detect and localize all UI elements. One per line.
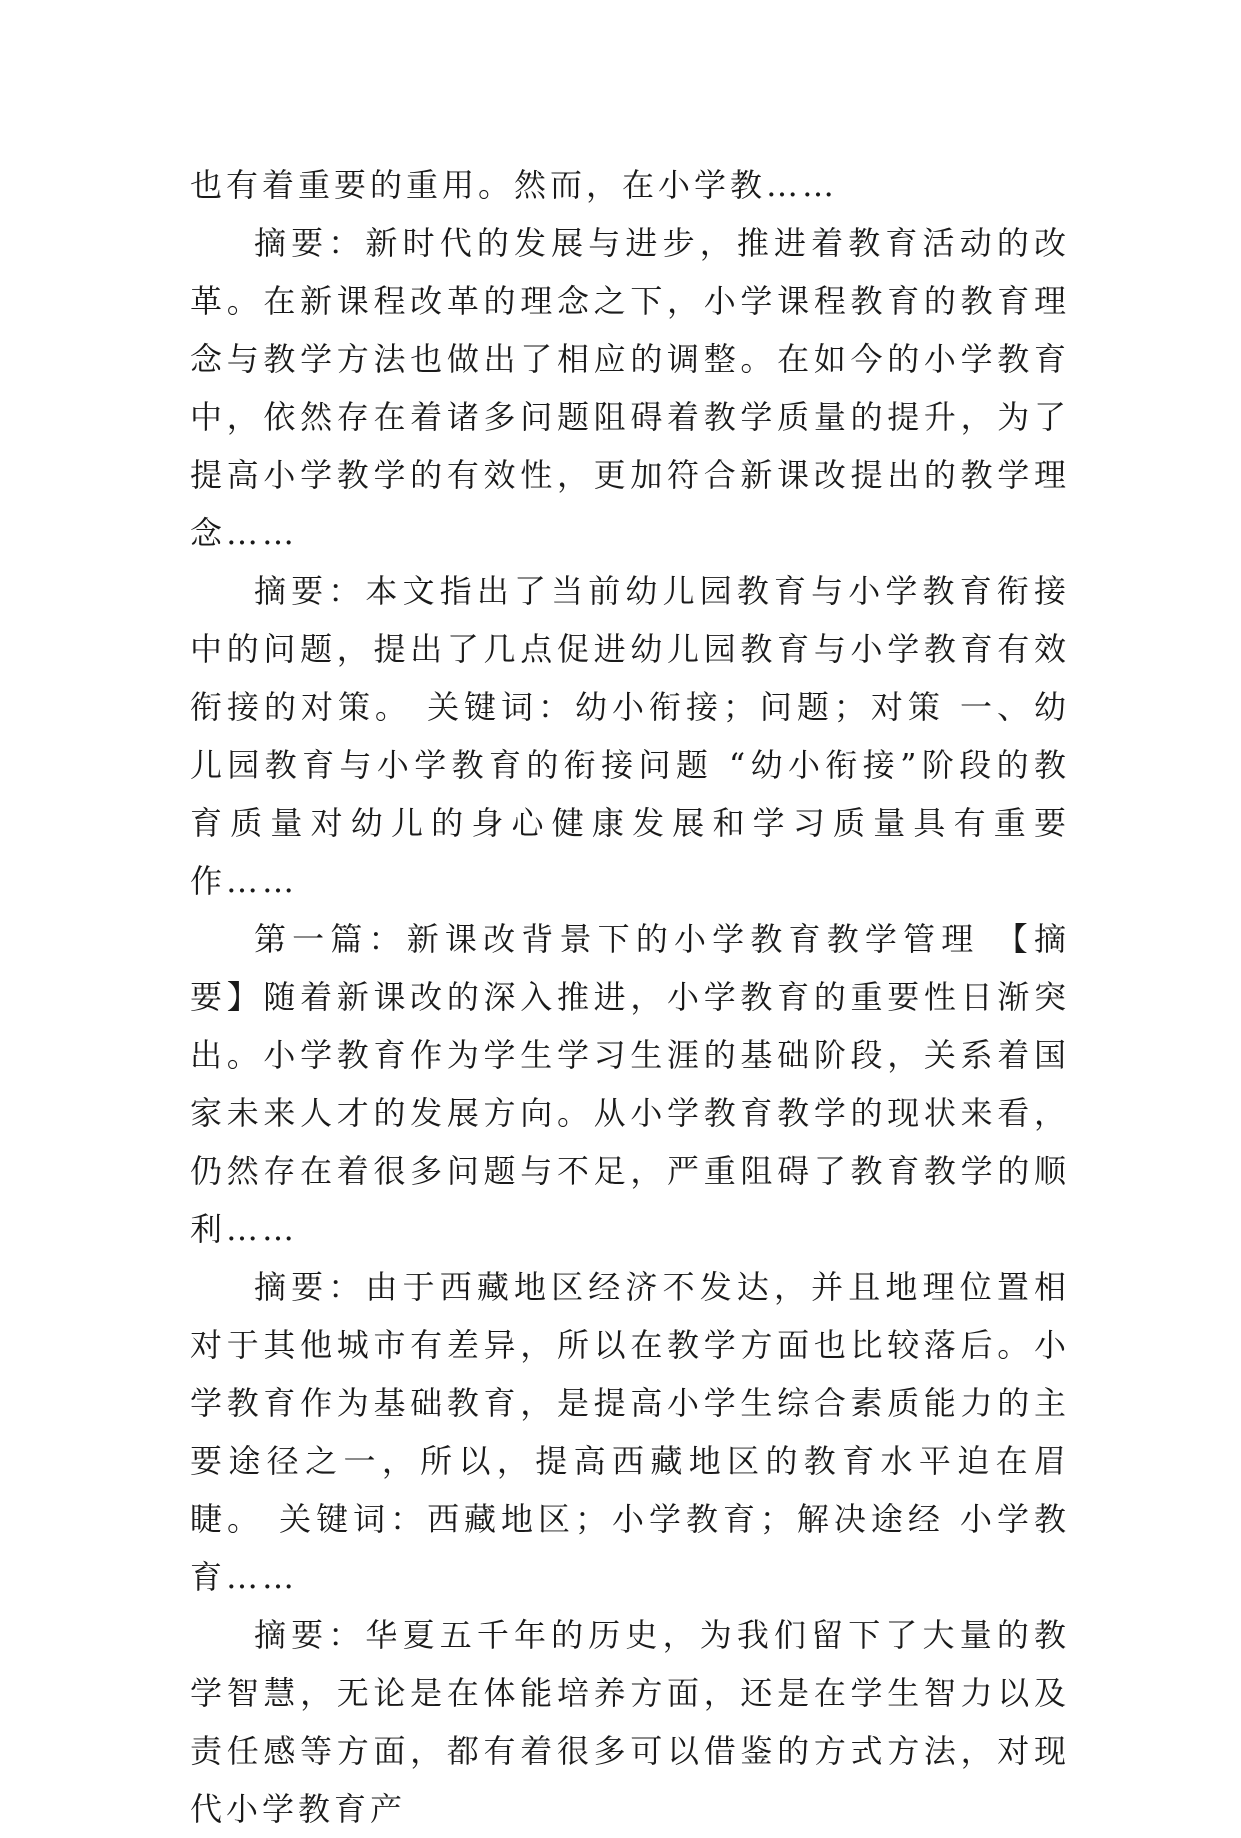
paragraph-6: 摘要：华夏五千年的历史，为我们留下了大量的教学智慧，无论是在体能培养方面，还是在学生智力以及责任感等方面，都有着很多可以借鉴的方式方法，对现代小学教育产 bbox=[190, 1616, 1070, 1828]
paragraph-4: 第一篇：新课改背景下的小学教育教学管理 【摘要】随着新课改的深入推进，小学教育的重要性日渐突出。小学教育作为学生学习生涯的基础阶段，关系着国家未来人才的发展方向。从小学教育教学的现状来看，仍然存在着很多问题与不足，严重阻碍了教育教学的顺利…… bbox=[190, 920, 1070, 1248]
paragraph-3: 摘要：本文指出了当前幼儿园教育与小学教育衔接中的问题，提出了几点促进幼儿园教育与小学教育有效衔接的对策。 关键词：幼小衔接；问题；对策 一、幼儿园教育与小学教育的衔接问题 “幼小衔接”阶段的教育质量对幼儿的身心健康发展和学习质量具有重要作…… bbox=[190, 572, 1070, 900]
paragraph-1: 也有着重要的重用。然而，在小学教…… bbox=[190, 166, 839, 204]
paragraph-2: 摘要：新时代的发展与进步，推进着教育活动的改革。在新课程改革的理念之下，小学课程教育的教育理念与教学方法也做出了相应的调整。在如今的小学教育中，依然存在着诸多问题阻碍着教学质量的提升，为了提高小学教学的有效性，更加符合新课改提出的教学理念…… bbox=[190, 224, 1070, 552]
paragraph-5: 摘要：由于西藏地区经济不发达，并且地理位置相对于其他城市有差异，所以在教学方面也比较落后。小学教育作为基础教育，是提高小学生综合素质能力的主要途径之一，所以，提高西藏地区的教育水平迫在眉睫。 关键词：西藏地区；小学教育；解决途经 小学教育…… bbox=[190, 1268, 1070, 1596]
document-body bbox=[190, 156, 1070, 1838]
